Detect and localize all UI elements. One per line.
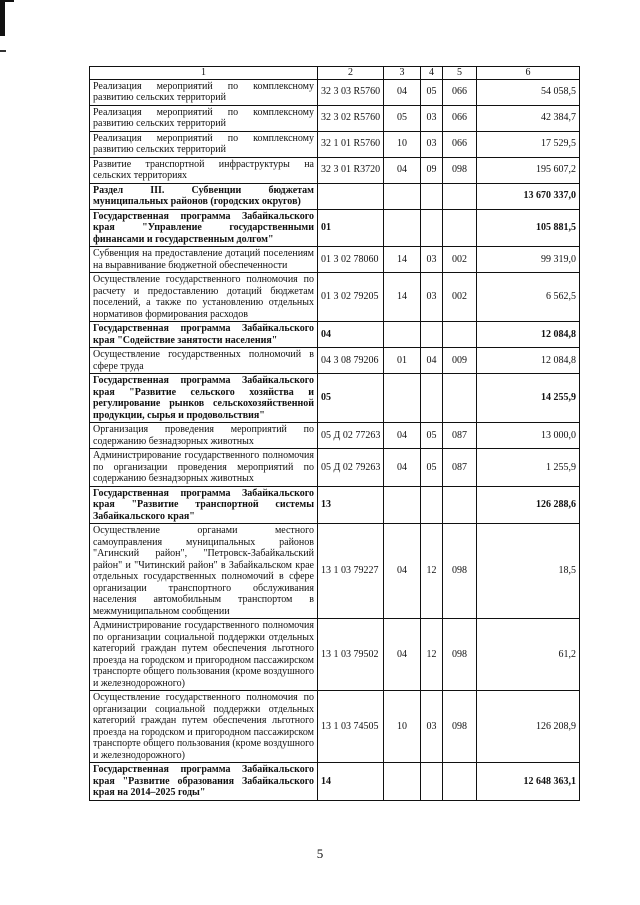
row-section: 01 [384,348,421,374]
header-col-4: 4 [421,67,443,80]
row-name: Государственная программа Забайкальского края "Содействие занятости населения" [90,322,318,348]
row-vid: 066 [443,131,477,157]
table-row [90,183,580,209]
header-col-6: 6 [477,67,580,80]
row-name: Государственная программа Забайкальского края "Развитие транспортной системы Забайкальского края" [90,486,318,524]
table-row [90,247,580,273]
row-code: 32 3 03 R5760 [318,79,384,105]
row-section: 04 [384,423,421,449]
table-header-row [90,67,580,80]
table-row [90,423,580,449]
row-amount: 195 607,2 [477,157,580,183]
row-code [318,183,384,209]
row-vid: 098 [443,157,477,183]
table-row [90,131,580,157]
row-vid: 002 [443,273,477,322]
row-amount: 13 000,0 [477,423,580,449]
row-subsection [421,322,443,348]
row-subsection: 04 [421,348,443,374]
row-code: 01 3 02 78060 [318,247,384,273]
row-name: Администрирование государственного полномочия по организации проведения мероприятий по содержанию безнадзорных животных [90,449,318,487]
row-vid: 009 [443,348,477,374]
row-code: 14 [318,763,384,801]
row-subsection [421,486,443,524]
row-subsection: 03 [421,105,443,131]
row-name: Осуществление органами местного самоуправления муниципальных районов "Агинский район", "Петровск-Забайкальский район" и "Читинский район" в Забайкальском крае отдельных государственных полномочий в сфере организации транспортного обслуживания населения автомобильным транспортом в межмуниципальном сообщении [90,524,318,619]
row-name: Развитие транспортной инфраструктуры на сельских территориях [90,157,318,183]
table-body [90,79,580,800]
row-name: Государственная программа Забайкальского края "Развитие образования Забайкальского края на 2014–2025 годы" [90,763,318,801]
row-vid [443,486,477,524]
row-code: 32 3 01 R3720 [318,157,384,183]
row-amount: 12 084,8 [477,348,580,374]
row-subsection: 09 [421,157,443,183]
row-subsection [421,209,443,247]
row-code: 13 1 03 74505 [318,691,384,763]
table-row [90,486,580,524]
table-row [90,619,580,691]
row-amount: 12 648 363,1 [477,763,580,801]
row-section [384,322,421,348]
row-section [384,209,421,247]
table-row [90,374,580,423]
row-name: Осуществление государственного полномочия по организации социальной поддержки отдельных категорий граждан путем обеспечения льготного проезда на городском и пригородном пассажирском транспорте общего пользования (кроме воздушного и железнодорожного) [90,691,318,763]
row-subsection: 03 [421,273,443,322]
row-amount: 54 058,5 [477,79,580,105]
row-name: Реализация мероприятий по комплексному развитию сельских территорий [90,79,318,105]
page-number: 5 [316,846,324,861]
row-vid: 098 [443,524,477,619]
table-row [90,763,580,801]
row-name: Реализация мероприятий по комплексному развитию сельских территорий [90,105,318,131]
table-row [90,209,580,247]
row-code: 05 Д 02 79263 [318,449,384,487]
header-col-2: 2 [318,67,384,80]
row-subsection: 05 [421,449,443,487]
row-amount: 61,2 [477,619,580,691]
row-code: 13 1 03 79502 [318,619,384,691]
row-vid [443,322,477,348]
row-name: Раздел III. Субвенции бюджетам муниципальных районов (городских округов) [90,183,318,209]
row-code: 05 [318,374,384,423]
row-section: 04 [384,619,421,691]
table-row [90,348,580,374]
row-section [384,374,421,423]
row-vid: 002 [443,247,477,273]
row-section: 05 [384,105,421,131]
scan-edge-mark [0,50,6,52]
row-vid [443,374,477,423]
row-name: Осуществление государственных полномочий в сфере труда [90,348,318,374]
budget-table [89,66,580,801]
row-code: 04 3 08 79206 [318,348,384,374]
row-section [384,183,421,209]
row-vid: 066 [443,105,477,131]
row-section: 10 [384,691,421,763]
row-subsection [421,374,443,423]
header-col-5: 5 [443,67,477,80]
table-row [90,691,580,763]
row-name: Администрирование государственного полномочия по организации социальной поддержки отдельных категорий граждан путем обеспечения льготного проезда на городском и пригородном пассажирском транспорте общего пользования (кроме воздушного и железнодорожного) [90,619,318,691]
row-vid [443,763,477,801]
row-vid: 087 [443,423,477,449]
row-vid: 098 [443,691,477,763]
row-amount: 6 562,5 [477,273,580,322]
row-section [384,486,421,524]
row-amount: 126 288,6 [477,486,580,524]
row-subsection: 05 [421,79,443,105]
row-code: 05 Д 02 77263 [318,423,384,449]
row-code: 01 [318,209,384,247]
row-code: 13 [318,486,384,524]
row-amount: 13 670 337,0 [477,183,580,209]
row-subsection: 03 [421,131,443,157]
row-section [384,763,421,801]
table-row [90,157,580,183]
row-name: Реализация мероприятий по комплексному развитию сельских территорий [90,131,318,157]
row-code: 32 3 02 R5760 [318,105,384,131]
row-section: 04 [384,524,421,619]
row-name: Государственная программа Забайкальского края "Управление государственными финансами и государственным долгом" [90,209,318,247]
scan-corner-mark [0,0,5,36]
row-code: 32 1 01 R5760 [318,131,384,157]
row-amount: 14 255,9 [477,374,580,423]
row-amount: 126 208,9 [477,691,580,763]
row-amount: 105 881,5 [477,209,580,247]
table-row [90,79,580,105]
row-amount: 99 319,0 [477,247,580,273]
row-amount: 12 084,8 [477,322,580,348]
row-subsection [421,183,443,209]
row-amount: 1 255,9 [477,449,580,487]
row-section: 04 [384,157,421,183]
row-section: 14 [384,273,421,322]
row-section: 04 [384,79,421,105]
table-row [90,105,580,131]
row-name: Субвенция на предоставление дотаций поселениям на выравнивание бюджетной обеспеченности [90,247,318,273]
table-row [90,524,580,619]
table-row [90,449,580,487]
row-code: 01 3 02 79205 [318,273,384,322]
row-subsection: 05 [421,423,443,449]
row-name: Осуществление государственного полномочия по расчету и предоставлению дотаций бюджетам поселений, а также по установлению отдельных нормативов формирования расходов [90,273,318,322]
row-amount: 17 529,5 [477,131,580,157]
row-section: 14 [384,247,421,273]
row-amount: 18,5 [477,524,580,619]
header-col-1: 1 [90,67,318,80]
row-section: 04 [384,449,421,487]
row-name: Организация проведения мероприятий по содержанию безнадзорных животных [90,423,318,449]
row-subsection: 12 [421,524,443,619]
row-subsection: 12 [421,619,443,691]
row-vid: 087 [443,449,477,487]
row-subsection: 03 [421,691,443,763]
header-col-3: 3 [384,67,421,80]
row-vid: 098 [443,619,477,691]
row-vid [443,209,477,247]
row-vid: 066 [443,79,477,105]
row-vid [443,183,477,209]
row-section: 10 [384,131,421,157]
table-row [90,273,580,322]
row-code: 04 [318,322,384,348]
row-name: Государственная программа Забайкальского края "Развитие сельского хозяйства и регулирование рынков сельскохозяйственной продукции, сырья и продовольствия" [90,374,318,423]
row-amount: 42 384,7 [477,105,580,131]
row-subsection: 03 [421,247,443,273]
row-code: 13 1 03 79227 [318,524,384,619]
table-row [90,322,580,348]
row-subsection [421,763,443,801]
